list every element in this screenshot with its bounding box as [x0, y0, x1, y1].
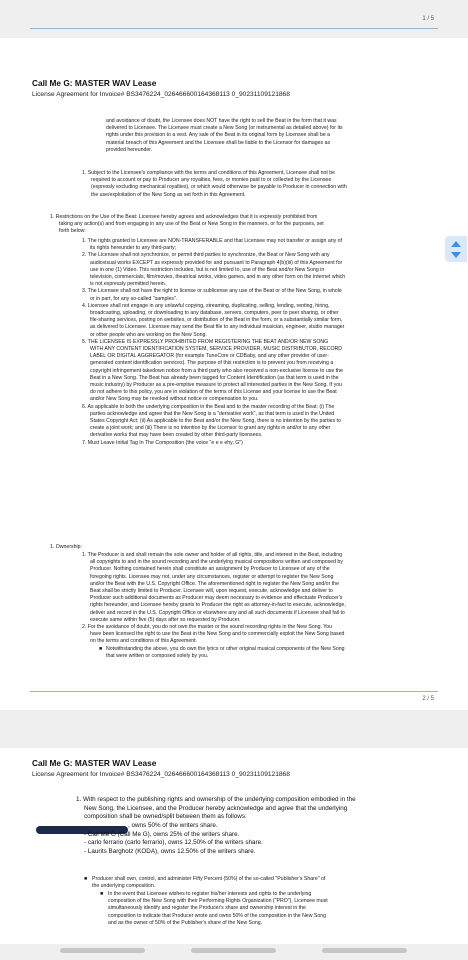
list-item: WITH ANY CONTENT IDENTIFICATION SYSTEM, SERVICE PROVIDER, MUSIC DISTRIBUTOR, RECORD: [90, 346, 343, 353]
text-line: and as the owner of 50% of the Publisher's share of the New Song.: [108, 919, 263, 926]
section-heading: 1. Ownership:: [50, 544, 83, 550]
text-line: forth below:: [59, 228, 86, 235]
section-ownership: [50, 544, 82, 551]
list-item: all copyrights to and in the sound recording and the underlying musical compositions written and composed by: [90, 559, 343, 566]
chevron-up-icon[interactable]: [450, 240, 462, 248]
list-item: create a joint work; and (iii) There is no intention by the Licensor to grant any rights in and/or to any other: [90, 425, 331, 432]
text-line: 1. Subject to the Licensee's compliance with the terms and conditions of this Agreement, Licensee shall not be: [82, 170, 336, 176]
list-item: Producer. Nothing contained herein shall constitute an assignment by Producer to Licensee of any of the: [90, 566, 330, 573]
page-indicator-1: 1 / 5: [422, 16, 434, 22]
list-item: have been licensed the right to use the Beat in the New Song and to commercially exploit the New Song based: [90, 631, 345, 638]
section-restrictions: [50, 214, 324, 236]
list-item: on the terms and conditions of this Agreement.: [90, 638, 197, 645]
list-item: as delivered to Licensee. Licensee may send the Beat file to any individual musician, engineer, studio manager: [90, 324, 345, 331]
list-item: 1. The Producer is and shall remain the sole owner and holder of all rights, title, and interest in the Beat, including: [82, 552, 343, 558]
list-item: execute same within five (5) days after so requested by Producer.: [90, 616, 241, 623]
list-item: , owns 50% of the writers share.: [128, 822, 218, 829]
page-nav-button[interactable]: [445, 236, 467, 262]
list-item: 6. As applicable to both the underlying composition in the Beat and to the master recording of the Beat: (i) The: [82, 403, 335, 410]
list-item: use in one (1) Video. This restriction includes, but is not limited to, use of the Beat and/or New Song in: [90, 266, 325, 273]
restriction-list: [82, 238, 345, 447]
chevron-down-icon[interactable]: [450, 251, 462, 259]
list-item: [99, 646, 345, 653]
bullet-icon: ■: [99, 646, 103, 652]
list-item: - carlo ferrario (carlo ferrario), owns 12.50% of the writers share.: [84, 839, 263, 846]
list-item: its rights hereunder to any third-party;: [90, 245, 177, 252]
bullet-icon: ■: [84, 876, 88, 882]
publisher-share-bullet: [84, 876, 326, 890]
list-item: - Laurits Bargholz (KODA), owns 12.50% of the writers share.: [84, 847, 256, 855]
list-item: 3. The Licensee shall not have the right to license or sublicense any use of the Beat or of the New Song, in whole: [82, 288, 342, 295]
placeholder-pill: [60, 948, 145, 953]
page-indicator-2: 2 / 5: [422, 696, 434, 702]
list-item: is not expressly permitted herein.: [90, 281, 167, 288]
text-line: the use/exploitation of the New Song as set forth in this Agreement.: [91, 191, 246, 198]
page-title: Call Me G: MASTER WAV Lease: [32, 78, 157, 88]
list-item: broadcasting, uploading, or downloading to any database, servers, computers, peer to peer sharing, or other: [90, 310, 339, 317]
text-line: material breach of this Agreement and the Licensee shall be liable to the Licensor for damages as: [106, 139, 331, 146]
page-separator: [30, 28, 438, 29]
page-gap-top: [0, 0, 468, 38]
invoice-subtitle: License Agreement for Invoice# BS3476224_026466600164368113 0_90231109121868: [32, 771, 290, 778]
list-item: [100, 891, 328, 898]
list-item: 1. The rights granted to Licensee are NON-TRANSFERABLE and that Licensee may not transfer or assign any of: [82, 238, 342, 244]
list-item: file-sharing services, posting on websites, or distribution of the Beat in the form, or a substantially similar form,: [90, 317, 343, 324]
paragraph-royalties: [82, 170, 347, 199]
list-item: Beat in a New Song. The Beat has already been tagged for Content Identification (as that term is used in the: [90, 374, 339, 381]
text-line: the underlying composition.: [92, 883, 156, 890]
text-line: (expressly excluding mechanical royalties), or which would otherwise be payable to Producer in connection with: [91, 184, 347, 191]
text-line: composition of the New Song with their Performing Rights Organization ("PRO"), Licensee must: [108, 898, 328, 905]
bottom-placeholder-bar: [0, 944, 468, 960]
page-separator: [30, 691, 438, 692]
list-item: rights hereunder, and Licensee hereby grants to Producer the right as attorney-in-fact to execute, acknowledge,: [90, 602, 346, 609]
list-item: deliver and record in the U.S. Copyright Office or elsewhere any and all such documents if Licensee shall fail to: [90, 609, 345, 616]
list-item: television, commercials, film/movies, theatrical works, video games, and in any other form on the Internet which: [90, 274, 346, 281]
list-item: Beat shall be strictly limited to Producer. Licensee will, upon request, execute, acknowledge and deliver to: [90, 588, 333, 595]
text-line: simultaneously identify and register the Producer's share and ownership interest in the: [108, 905, 306, 912]
publishing-paragraph: [76, 796, 356, 822]
list-item: parties acknowledge and agree that the New Song is a "derivative work", as that term is used in the United: [90, 410, 335, 417]
page-gap-middle: [0, 710, 468, 748]
pro-registration-bullet: [100, 891, 328, 927]
list-item: or in part, for any so-called "samples".: [90, 295, 178, 302]
bullet-icon: ■: [100, 891, 104, 897]
list-item: and/or New Song may be revoked without notice or compensation to you.: [90, 396, 259, 403]
text-line: that were written or composed solely by you.: [106, 653, 209, 660]
list-item: generated content identification services). The purpose of this restriction is to prevent you from receiving a: [90, 360, 334, 367]
text-line: and avoidance of doubt, the Licensee does NOT have the right to sell the Beat in the form that it was: [106, 118, 337, 124]
text-line: New Song, the Licensee, and the Producer hereby acknowledge and agree that the underlying: [84, 804, 348, 812]
notwithstanding-bullet: [99, 646, 345, 660]
list-item: do not adhere to this policy, you are in violation of the terms of this License and your license to use the Beat: [90, 389, 337, 396]
list-item: States Copyright Act; (ii) As applicable to the Beat and/or the New Song, there is no intention by the parties to: [90, 418, 341, 425]
text-line: In the event that Licensee wishes to register his/her interests and rights to the underlying: [108, 891, 312, 897]
list-item: foregoing rights. Licensee may not, under any circumstances, register or attempt to register the New Song: [90, 573, 334, 580]
list-item: and/or the Beat with the U.S. Copyright Office. The aforementioned right to register the New Song and/or the: [90, 580, 339, 587]
text-line: Notwithstanding the above, you do own the lyrics or other original musical components of the New Song: [106, 646, 345, 652]
paragraph-avoidance: [106, 118, 343, 154]
list-item: music industry) by Producer as a pre-emptive measure to protect all interested parties in the New Song. If you: [90, 382, 342, 389]
text-line: taking any action(s) and from engaging in any use of the Beat or New Song in the manners, or for the purposes, set: [59, 221, 324, 228]
list-item: LABEL OR DIGITAL AGGREGATOR (for example TuneCore or CDBaby, and any other provider of user-: [90, 353, 329, 360]
text-line: provided hereunder.: [106, 146, 153, 153]
list-item: 4. Licensee shall not engage in any unlawful copying, streaming, duplicating, selling, lending, renting, hiring,: [82, 302, 330, 309]
list-item: - Call Me G (Call Me G), owns 25% of the writers share.: [84, 830, 240, 838]
text-line: composition shall be owned/split between them as follows:: [84, 813, 247, 820]
ownership-list: [82, 552, 346, 646]
list-item: 2. For the avoidance of doubt, you do not own the master or the sound recording rights in the New Song. You: [82, 624, 333, 631]
list-item: [84, 876, 326, 883]
list-item: Producer such additional documents as Producer may deem necessary to evidence and effectuate Producer's: [90, 595, 343, 602]
text-line: composition to indicate that Producer wrote and owns 50% of the composition in the New Song: [108, 912, 326, 919]
page-title: Call Me G: MASTER WAV Lease: [32, 758, 157, 768]
list-item: or other people who are working on the New Song.: [90, 331, 207, 338]
text-line: delivered to Licensee. The Licensee must create a New Song (or instrumental as detailed above) for its: [106, 125, 343, 132]
invoice-subtitle: License Agreement for Invoice# BS3476224_026466600164368113 0_90231109121868: [32, 91, 290, 98]
placeholder-pill: [322, 948, 407, 953]
text-line: 1. With respect to the publishing rights and ownership of the underlying composition embodied in the: [76, 796, 356, 803]
placeholder-pill: [191, 948, 276, 953]
list-item: 5. THE LICENSEE IS EXPRESSLY PROHIBITED FROM REGISTERING THE BEAT AND/OR NEW SONG: [82, 338, 329, 345]
list-item: copyright infringement takedown notice from a third party who also received a non-exclusive license to use the: [90, 367, 343, 374]
writers-share-list: [84, 822, 263, 856]
text-line: required to account or pay to Producer any royalties, fees, or monies paid to or collected by the Licensee: [91, 177, 332, 184]
text-line: Producer shall own, control, and administer Fifty Percent (50%) of the so-called "Publisher's Share" of: [92, 876, 326, 882]
list-item: derivative works that may have been created by other third-party licensees.: [90, 432, 263, 439]
text-line: 1. Restrictions on the Use of the Beat: Licensee hereby agrees and acknowledges that it is expressly prohibited from: [50, 214, 318, 220]
list-item: 7. Must Leave Initial Tag In The Composition (the voice "e e e ehy, G"): [82, 439, 243, 446]
list-item: audiovisual works EXCEPT as expressly provided for and pursuant to Paragraph 4(b)(iii) of this Agreement for: [90, 259, 343, 266]
list-item: 2. The Licensee shall not synchronize, or permit third parties to synchronize, the Beat or New Song with any: [82, 252, 330, 259]
text-line: rights under this provision to a vest. Any sale of the Beat in its original form by Licensee shall be a: [106, 132, 331, 139]
